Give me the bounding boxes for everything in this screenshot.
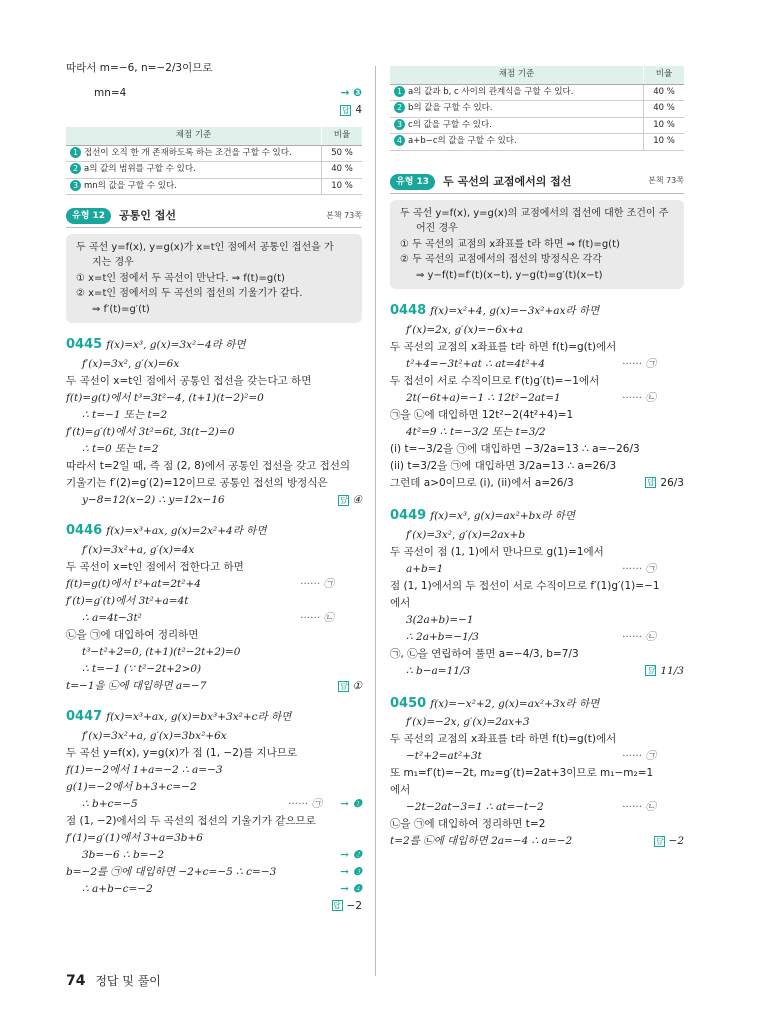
footer-label: 정답 및 풀이 (95, 974, 161, 988)
concept-box: 두 곡선 y=f(x), y=g(x)가 x=t인 점에서 공통인 접선을 가 지는 경우 ① x=t인 점에서 두 곡선이 만난다. ⇒ f(t)=g(t) ② x=t인 점에서의 두 곡선의 접선의 기울기가 같다. ⇒ f′(t)=g′(t) (66, 234, 362, 324)
type-title: 공통인 접선 (119, 209, 177, 223)
table-row: 1 접선이 오직 한 개 존재하도록 하는 조건을 구할 수 있다. 50 % (66, 145, 362, 162)
column-divider (375, 66, 376, 976)
book-reference: 본책 73쪽 (648, 176, 684, 186)
answer-icon: 답 (333, 901, 341, 911)
answer-icon: 답 (647, 478, 655, 488)
problem-0446: 0446 f(x)=x³+ax, g(x)=2x²+4라 하면 f′(x)=3x²+a, g′(x)=4x 두 곡선이 x=t인 점에서 접한다고 하면 f(t)=g(t)에서 t³+at=2t²+4 ······ ㉠ f′(t)=g′(t)에서 3t²+a=4t ∴ a=4t−3t² ······ ㉡ ㉡을 ㉠에 대입하여 정리하면 t³−t²+2=0, (t+1)(t²−2t+2)=0 ∴ t=−1 (∵ t²−2t+2>0) t=−1을 ㉡에 대입하면 a=−7 답 ① (66, 523, 362, 693)
type-header (66, 207, 362, 228)
table-row: 3 c의 값을 구할 수 있다. 10 % (390, 117, 684, 134)
concept-box: 두 곡선 y=f(x), y=g(x)의 교점에서의 접선에 대한 조건이 주 어진 경우 ① 두 곡선의 교점의 x좌표를 t라 하면 ⇒ f(t)=g(t) ② 두 곡선의 교점에서의 접선의 방정식은 각각 ⇒ y−f(t)=f′(t)(x−t), y−g(t)=g′(t)(x−t) (390, 200, 684, 290)
type-header (390, 173, 684, 194)
grading-criteria-table: 채점 기준 비율 1 접선이 오직 한 개 존재하도록 하는 조건을 구할 수 있다. 50 % 2 a의 값의 범위를 구할 수 있다. 40 % 3 mn의 값을 구할 수 있다. 10 % (66, 127, 362, 195)
problem-0448: 0448 f(x)=x²+4, g(x)=−3x²+ax라 하면 f′(x)=2x, g′(x)=−6x+a 두 곡선의 교점의 x좌표를 t라 하면 f(t)=g(t)에서 t²+4=−3t²+at ∴ at=4t²+4 ······ ㉠ 두 접선이 서로 수직이므로 f′(t)g′(t)=−1에서 2t(−6t+a)=−1 ∴ 12t²−2at=1 ······ ㉡ ㉠을 ㉡에 대입하면 12t²−2(4t²+4)=1 4t²=9 ∴ t=−3/2 또는 t=3/2 (i) t=−3/2을 ㉠에 대입하면 −3/2a=13 ∴ a=−26/3 (ii) t=3/2을 ㉠에 대입하면 3/2a=13 ∴ a=26/3 그런데 a>0이므로 (i), (ii)에서 a=26/3 답 26/3 (390, 303, 684, 489)
answer-icon: 답 (339, 495, 347, 505)
answer-icon: 답 (339, 681, 347, 691)
type-badge: 유형 12 (66, 208, 111, 224)
answer-icon: 답 (647, 666, 655, 676)
type-badge: 유형 13 (390, 174, 435, 190)
table-row: 2 a의 값의 범위를 구할 수 있다. 40 % (66, 162, 362, 179)
right-column (390, 66, 684, 850)
problem-0449: 0449 f(x)=x³, g(x)=ax²+bx라 하면 f′(x)=3x², g′(x)=2ax+b 두 곡선이 점 (1, 1)에서 만나므로 g(1)=1에서 a+b=1 ······ ㉠ 점 (1, 1)에서의 두 접선이 서로 수직이므로 f′(1)g′(1)=−1 에서 3(2a+b)=−1 ∴ 2a+b=−1/3 ······ ㉡ ㉠, ㉡을 연립하여 풀면 a=−4/3, b=7/3 ∴ b−a=11/3 답 11/3 (390, 507, 684, 677)
answer-icon: 답 (341, 105, 350, 115)
table-row: 4 a+b−c의 값을 구할 수 있다. 10 % (390, 134, 684, 151)
text-line: mn=4 → ❸ (94, 87, 362, 99)
problem-0445: 0445 f(x)=x³, g(x)=3x²−4라 하면 f′(x)=3x², g′(x)=6x 두 곡선이 x=t인 점에서 공통인 접선을 갖는다고 하면 f(t)=g(t)에서 t³=3t²−4, (t+1)(t−2)²=0 ∴ t=−1 또는 t=2 f′(t)=g′(t)에서 3t²=6t, 3t(t−2)=0 ∴ t=0 또는 t=2 따라서 t=2일 때, 즉 점 (2, 8)에서 공통인 접선을 갖고 접선의 기울기는 f′(2)=g′(2)=12이므로 공통인 접선의 방정식은 y−8=12(x−2) ∴ y=12x−16 답 ④ (66, 337, 362, 507)
table-row: 2 b의 값을 구할 수 있다. 40 % (390, 101, 684, 118)
type-title: 두 곡선의 교점에서의 접선 (443, 174, 572, 188)
book-reference: 본책 73쪽 (326, 210, 362, 220)
page-footer (66, 970, 161, 992)
table-row: 3 mn의 값을 구할 수 있다. 10 % (66, 178, 362, 195)
answer-icon: 답 (655, 836, 663, 846)
left-column (66, 60, 362, 915)
problem-0447: 0447 f(x)=x³+ax, g(x)=bx³+3x²+c라 하면 f′(x)=3x²+a, g′(x)=3bx²+6x 두 곡선 y=f(x), y=g(x)가 점 (1, −2)를 지나므로 f(1)=−2에서 1+a=−2 ∴ a=−3 g(1)=−2에서 b+3+c=−2 ∴ b+c=−5 ······ ㉠ → ❶ 점 (1, −2)에서의 두 곡선의 접선의 기울기가 같으므로 f′(1)=g′(1)에서 3+a=3b+6 3b=−6 ∴ b=−2 → ❷ b=−2를 ㉠에 대입하면 −2+c=−5 ∴ c=−3 → ❸ ∴ a+b−c=−2 → ❹ 답 −2 (66, 709, 362, 912)
answer-line: 답 4 (341, 104, 362, 116)
text-line: 따라서 m=−6, n=−2/3이므로 (66, 62, 213, 74)
table-row: 1 a의 값과 b, c 사이의 관계식을 구할 수 있다. 40 % (390, 84, 684, 101)
page-number: 74 (66, 973, 86, 989)
grading-criteria-table: 채점 기준 비율 1 a의 값과 b, c 사이의 관계식을 구할 수 있다. 40 % 2 b의 값을 구할 수 있다. 40 % 3 c의 값을 구할 수 있다. 10 % 4 a+b−c의 값을 구할 수 있다. 10 % (390, 66, 684, 151)
problem-0450: 0450 f(x)=−x²+2, g(x)=ax²+3x라 하면 f′(x)=−2x, g′(x)=2ax+3 두 곡선의 교점의 x좌표를 t라 하면 f(t)=g(t)에서 −t²+2=at²+3t ······ ㉠ 또 m₁=f′(t)=−2t, m₂=g′(t)=2at+3이므로 m₁−m₂=1 에서 −2t−2at−3=1 ∴ at=−t−2 ······ ㉡ ㉡을 ㉠에 대입하여 정리하면 t=2 t=2를 ㉡에 대입하면 2a=−4 ∴ a=−2 답 −2 (390, 695, 684, 848)
